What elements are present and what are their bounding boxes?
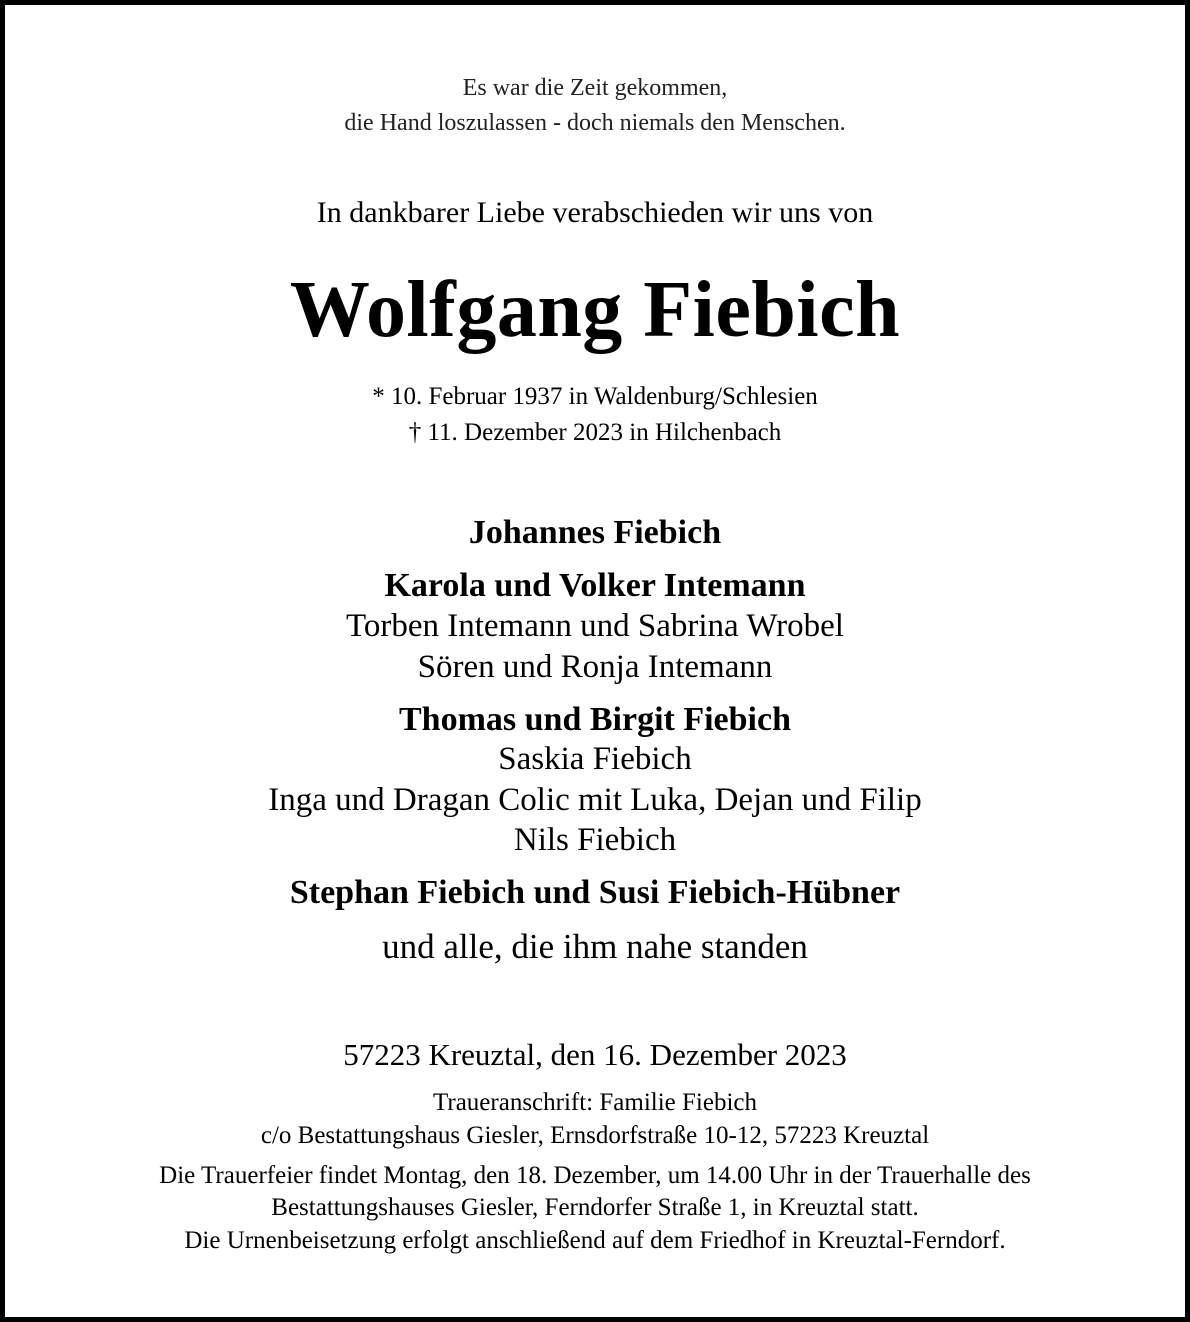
service-info-line-3: Die Urnenbeisetzung erfolgt anschließend auf dem Friedhof in Kreuztal-Ferndorf. [184,1227,1006,1254]
deceased-name: Wolfgang Fiebich [289,266,901,354]
death-date: † 11. Dezember 2023 in Hilchenbach [408,419,782,446]
service-info-line-2: Bestattungshauses Giesler, Ferndorfer Straße 1, in Kreuztal statt. [271,1194,919,1221]
mourner-line: Torben Intemann und Sabrina Wrobel [346,608,844,644]
motto-line-1: Es war die Zeit gekommen, [462,75,728,101]
mourning-address-line-2: c/o Bestattungshaus Giesler, Ernsdorfstraße 10-12, 57223 Kreuztal [260,1122,930,1149]
intro-text: In dankbarer Liebe verabschieden wir uns von [316,196,874,229]
mourning-address-line-1: Traueranschrift: Familie Fiebich [432,1089,757,1116]
mourner-line: Stephan Fiebich und Susi Fiebich-Hübner [289,874,901,911]
place-and-date: 57223 Kreuztal, den 16. Dezember 2023 [343,1037,847,1072]
mourner-line: Inga und Dragan Colic mit Luka, Dejan und Filip [268,782,922,818]
mourner-line: Thomas und Birgit Fiebich [398,701,791,738]
mourner-line: Nils Fiebich [513,822,677,858]
mourner-line: Sören und Ronja Intemann [417,649,773,685]
mourner-line: Johannes Fiebich [468,514,722,551]
mourner-line: Saskia Fiebich [498,741,692,777]
mourner-line: Karola und Volker Intemann [384,567,806,604]
motto-line-2: die Hand loszulassen - doch niemals den Menschen. [344,110,846,136]
service-info-line-1: Die Trauerfeier findet Montag, den 18. Dezember, um 14.00 Uhr in der Trauerhalle des [159,1162,1031,1189]
closing-line: und alle, die ihm nahe standen [382,927,808,966]
birth-date: * 10. Februar 1937 in Waldenburg/Schlesien [372,383,818,410]
